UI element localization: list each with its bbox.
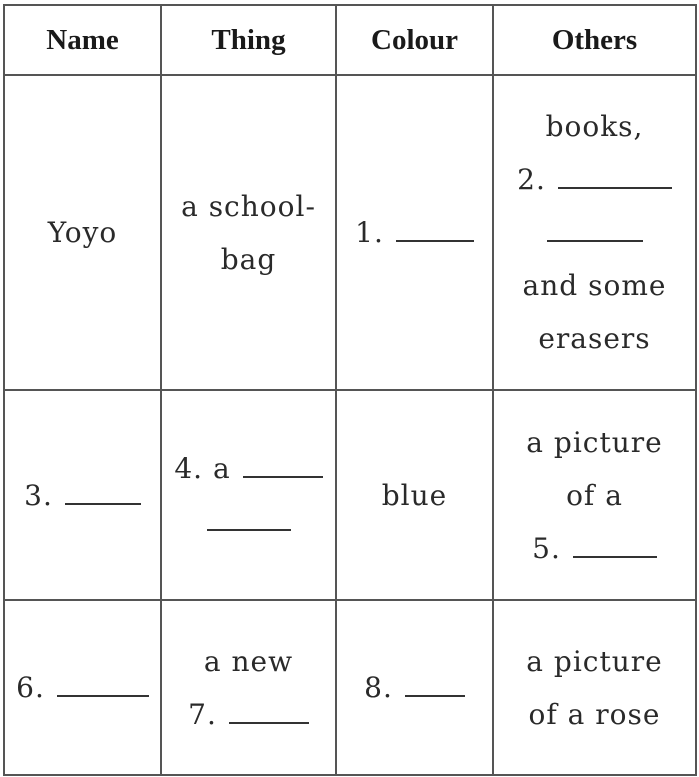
others-line: of a bbox=[566, 478, 623, 512]
blank-number: 6. bbox=[16, 671, 45, 704]
thing-blank-line bbox=[162, 495, 335, 548]
blank-1[interactable] bbox=[396, 239, 474, 242]
cell-colour bbox=[336, 600, 493, 775]
blank-number: 3. bbox=[24, 478, 53, 512]
header-thing: Thing bbox=[161, 5, 336, 75]
header-others: Others bbox=[493, 5, 696, 75]
thing-line: a new bbox=[203, 644, 294, 678]
others-blank-line bbox=[494, 153, 695, 206]
others-line: a picture bbox=[526, 425, 663, 459]
cell-name bbox=[4, 600, 161, 775]
header-row bbox=[4, 5, 696, 75]
blank-number: 7. bbox=[188, 697, 217, 731]
cell-name bbox=[4, 390, 161, 600]
colour-text: blue bbox=[381, 478, 448, 512]
cell-thing bbox=[161, 75, 336, 390]
blank-4[interactable] bbox=[243, 475, 323, 478]
cell-thing bbox=[161, 600, 336, 775]
blank-8[interactable] bbox=[405, 694, 465, 697]
others-line: books, bbox=[545, 110, 644, 143]
thing-line: bag bbox=[220, 242, 277, 276]
thing-line: a school- bbox=[181, 189, 316, 223]
others-line: of a rose bbox=[528, 697, 661, 731]
cell-others bbox=[493, 390, 696, 600]
blank-number: 5. bbox=[532, 531, 561, 565]
blank-number: 2. bbox=[517, 163, 546, 196]
others-blank-line bbox=[494, 522, 695, 575]
table-row bbox=[4, 75, 696, 390]
others-line: a picture bbox=[526, 644, 663, 678]
others-line: and some bbox=[522, 269, 667, 302]
cell-name bbox=[4, 75, 161, 390]
cell-colour bbox=[336, 390, 493, 600]
cell-thing bbox=[161, 390, 336, 600]
cell-others bbox=[493, 75, 696, 390]
table-row bbox=[4, 600, 696, 775]
header-name: Name bbox=[4, 5, 161, 75]
header-colour: Colour bbox=[336, 5, 493, 75]
blank-5[interactable] bbox=[573, 555, 657, 558]
answer-table bbox=[3, 4, 697, 776]
blank-6[interactable] bbox=[57, 694, 149, 697]
blank-number: 8. bbox=[364, 671, 393, 704]
thing-blank-line bbox=[162, 688, 335, 741]
blank-2-continued[interactable] bbox=[547, 239, 643, 242]
thing-blank-line bbox=[162, 442, 335, 495]
blank-7[interactable] bbox=[229, 721, 309, 724]
table-row bbox=[4, 390, 696, 600]
cell-others bbox=[493, 600, 696, 775]
blank-3[interactable] bbox=[65, 502, 141, 505]
blank-2[interactable] bbox=[558, 186, 672, 189]
blank-number: 4. a bbox=[174, 452, 231, 485]
blank-number: 1. bbox=[355, 216, 384, 249]
name-text: Yoyo bbox=[47, 216, 118, 249]
blank-4-continued[interactable] bbox=[207, 528, 291, 531]
others-blank-line bbox=[494, 206, 695, 259]
cell-colour bbox=[336, 75, 493, 390]
others-line: erasers bbox=[538, 322, 651, 355]
